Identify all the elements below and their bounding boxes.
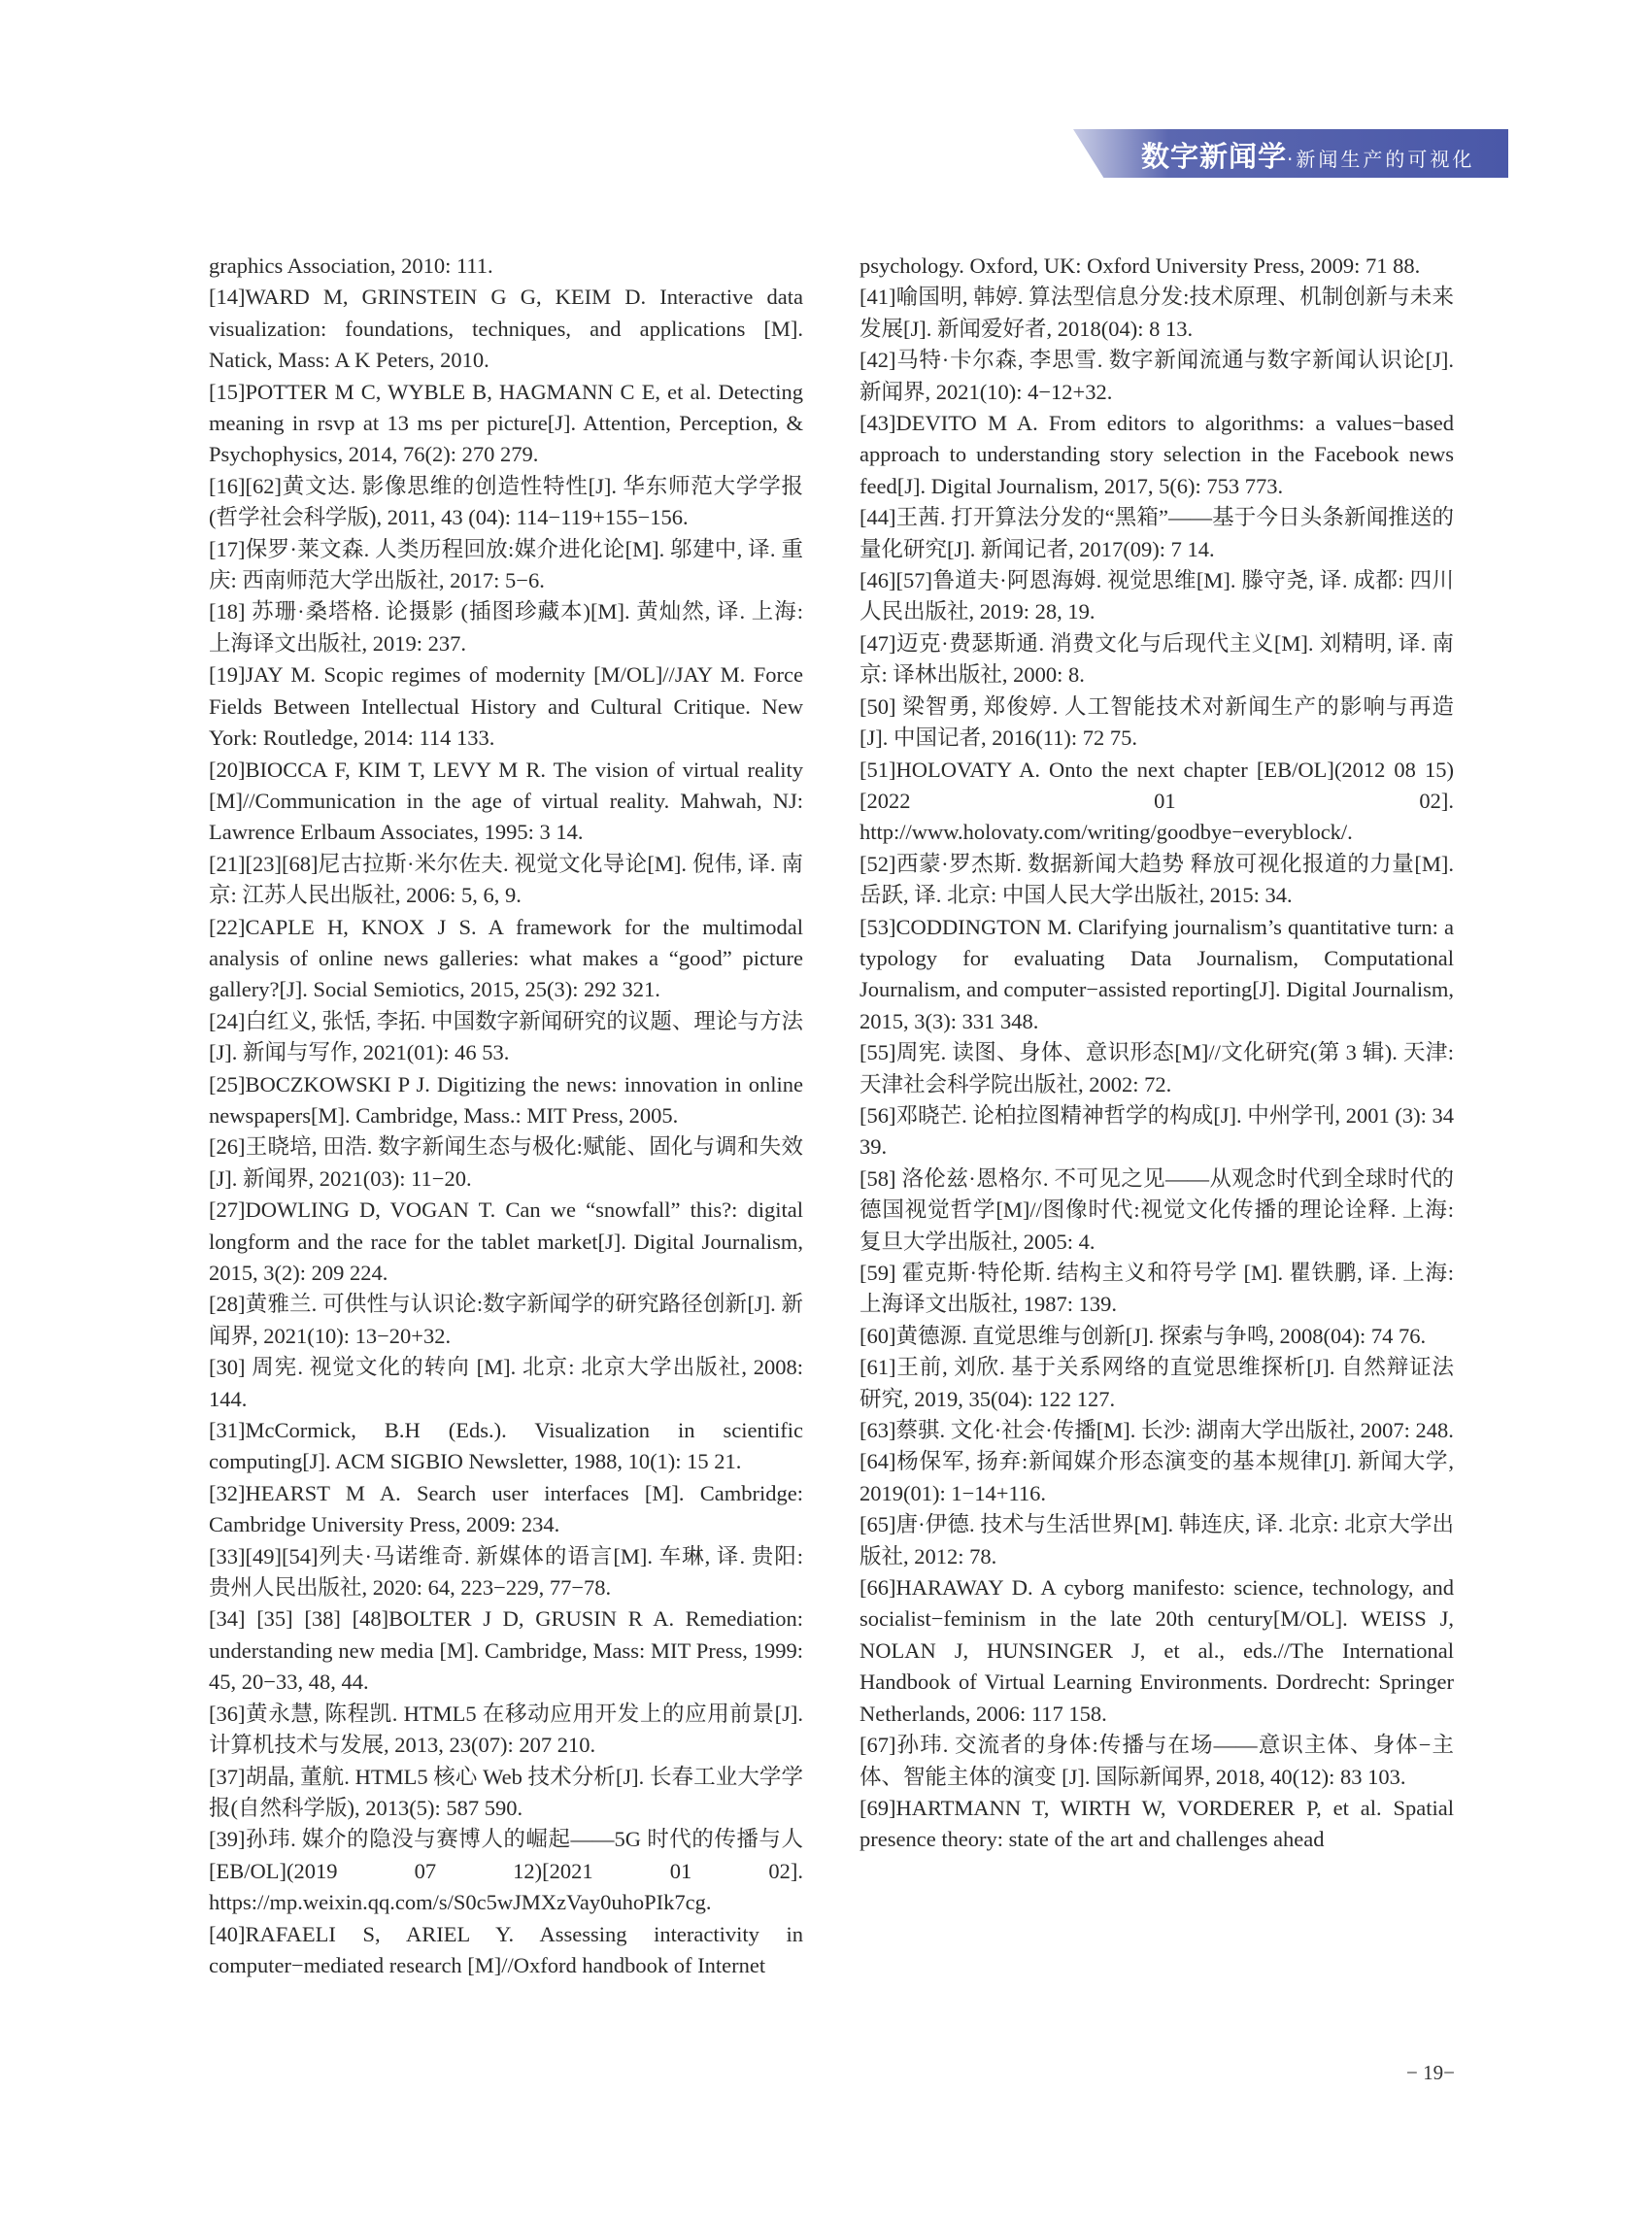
reference-entry: [67]孙玮. 交流者的身体:传播与在场——意识主体、身体−主体、智能主体的演变 [J]. 国际新闻界, 2018, 40(12): 83 103. [860,1733,1454,1789]
reference-entry: [53]CODDINGTON M. Clarifying journalism’s quantitative turn: a typology for evaluating Data Journalism, Computational Journalism, and computer−assisted reporting[J]. Digital Journalism, 2015, 3(3): 331 348. [860,914,1454,1033]
reference-entry: [36]黄永慧, 陈程凯. HTML5 在移动应用开发上的应用前景[J]. 计算机技术与发展, 2013, 23(07): 207 210. [209,1701,803,1758]
reference-entry: [63]蔡骐. 文化·社会·传播[M]. 长沙: 湖南大学出版社, 2007: 248. [860,1418,1454,1443]
page-number: − 19− [1406,2061,1455,2084]
reference-entry: [17]保罗·莱文森. 人类历程回放:媒介进化论[M]. 邬建中, 译. 重庆: 西南师范大学出版社, 2017: 5−6. [209,536,803,593]
reference-entry: [32]HEARST M A. Search user interfaces [M]. Cambridge: Cambridge University Press, 2009: 234. [209,1480,803,1537]
reference-entry: [14]WARD M, GRINSTEIN G G, KEIM D. Interactive data visualization: foundations, techniques, and applications [M]. Natick, Mass: A K Peters, 2010. [209,285,803,373]
reference-entry: [31]McCormick, B.H (Eds.). Visualization in scientific computing[J]. ACM SIGBIO Newsletter, 1988, 10(1): 15 21. [209,1418,803,1474]
reference-entry: [15]POTTER M C, WYBLE B, HAGMANN C E, et al. Detecting meaning in rsvp at 13 ms per picture[J]. Attention, Perception, & Psychophysics, 2014, 76(2): 270 279. [209,379,803,467]
journal-name: 数字新闻学 [1141,140,1288,173]
reference-entry: [24]白红义, 张恬, 李拓. 中国数字新闻研究的议题、理论与方法[J]. 新闻与写作, 2021(01): 46 53. [209,1008,803,1065]
reference-entry: [58] 洛伦兹·恩格尔. 不可见之见——从观念时代到全球时代的德国视觉哲学[M]//图像时代:视觉文化传播的理论诠释. 上海: 复旦大学出版社, 2005: 4. [860,1165,1454,1254]
reference-entry: [50] 梁智勇, 郑俊婷. 人工智能技术对新闻生产的影响与再造[J]. 中国记者, 2016(11): 72 75. [860,693,1454,751]
reference-entry: [22]CAPLE H, KNOX J S. A framework for the multimodal analysis of online news galleries: what makes a “good” picture gallery?[J]. Social Semiotics, 2015, 25(3): 292 321. [209,914,803,1002]
reference-entry: psychology. Oxford, UK: Oxford University Press, 2009: 71 88. [860,253,1421,278]
reference-entry: [41]喻国明, 韩婷. 算法型信息分发:技术原理、机制创新与未来发展[J]. 新闻爱好者, 2018(04): 8 13. [860,285,1454,341]
reference-entry: [64]杨保军, 扬弃:新闻媒介形态演变的基本规律[J]. 新闻大学, 2019(01): 1−14+116. [860,1449,1454,1505]
reference-entry: [51]HOLOVATY A. Onto the next chapter [EB/OL](2012 08 15)[2022 01 02]. http://www.holovaty.com/writing/goodbye−everyblock/. [860,757,1454,845]
references-right-column [860,251,1454,1856]
reference-entry: [25]BOCZKOWSKI P J. Digitizing the news: innovation in online newspapers[M]. Cambridge, Mass.: MIT Press, 2005. [209,1071,803,1128]
reference-entry: [43]DEVITO M A. From editors to algorithms: a values−based approach to understanding story selection in the Facebook news feed[J]. Digital Journalism, 2017, 5(6): 753 773. [860,411,1454,498]
reference-entry: [66]HARAWAY D. A cyborg manifesto: science, technology, and socialist−feminism in the late 20th century[M/OL]. WEISS J, NOLAN J, HUNSINGER J, et al., eds.//The International Handbook of Virtual Learning Environments. Dordrecht: Springer Netherlands, 2006: 117 158. [860,1575,1454,1726]
reference-entry: [33][49][54]列夫·马诺维奇. 新媒体的语言[M]. 车琳, 译. 贵阳: 贵州人民出版社, 2020: 64, 223−229, 77−78. [209,1543,803,1601]
journal-section-title [1141,135,1474,175]
reference-entry: [55]周宪. 读图、身体、意识形态[M]//文化研究(第 3 辑). 天津: 天津社会科学院出版社, 2002: 72. [860,1040,1454,1096]
reference-entry: [69]HARTMANN T, WIRTH W, VORDERER P, et al. Spatial presence theory: state of the art and challenges ahead [860,1795,1454,1852]
references-left-column [209,251,803,1981]
reference-entry: [18] 苏珊·桑塔格. 论摄影 (插图珍藏本)[M]. 黄灿然, 译. 上海: 上海译文出版社, 2019: 237. [209,599,803,656]
reference-entry: [30] 周宪. 视觉文化的转向 [M]. 北京: 北京大学出版社, 2008: 144. [209,1355,803,1411]
reference-entry: [28]黄雅兰. 可供性与认识论:数字新闻学的研究路径创新[J]. 新闻界, 2021(10): 13−20+32. [209,1292,803,1348]
reference-entry: [34] [35] [38] [48]BOLTER J D, GRUSIN R A. Remediation: understanding new media [M]. Cambridge, Mass: MIT Press, 1999: 45, 20−33, 48, 44. [209,1606,803,1695]
reference-entry: [37]胡晶, 董航. HTML5 核心 Web 技术分析[J]. 长春工业大学学报(自然科学版), 2013(5): 587 590. [209,1764,803,1820]
reference-entry: [44]王茜. 打开算法分发的“黑箱”——基于今日头条新闻推送的量化研究[J]. 新闻记者, 2017(09): 7 14. [860,505,1454,561]
reference-entry: [47]迈克·费瑟斯通. 消费文化与后现代主义[M]. 刘精明, 译. 南京: 译林出版社, 2000: 8. [860,630,1454,688]
reference-entry: [60]黄德源. 直觉思维与创新[J]. 探索与争鸣, 2008(04): 74 76. [860,1323,1427,1348]
reference-entry: [59] 霍克斯·特伦斯. 结构主义和符号学 [M]. 瞿铁鹏, 译. 上海: 上海译文出版社, 1987: 139. [860,1261,1454,1317]
reference-entry: [39]孙玮. 媒介的隐没与赛博人的崛起——5G 时代的传播与人[EB/OL](2019 07 12)[2021 01 02]. https://mp.weixin.qq.com/s/S0c5wJMXzVay0uhoPIk7cg. [209,1827,803,1915]
reference-entry: [61]王前, 刘欣. 基于关系网络的直觉思维探析[J]. 自然辩证法研究, 2019, 35(04): 122 127. [860,1355,1454,1411]
reference-entry: [52]西蒙·罗杰斯. 数据新闻大趋势 释放可视化报道的力量[M]. 岳跃, 译. 北京: 中国人民大学出版社, 2015: 34. [860,851,1454,908]
reference-entry: graphics Association, 2010: 111. [209,253,493,278]
reference-entry: [27]DOWLING D, VOGAN T. Can we “snowfall” this?: digital longform and the race for the tablet market[J]. Digital Journalism, 2015, 3(2): 209 224. [209,1197,803,1285]
reference-entry: [19]JAY M. Scopic regimes of modernity [M/OL]//JAY M. Force Fields Between Intellectual History and Cultural Critique. New York: Routledge, 2014: 114 133. [209,662,803,751]
reference-entry: [65]唐·伊德. 技术与生活世界[M]. 韩连庆, 译. 北京: 北京大学出版社, 2012: 78. [860,1512,1454,1568]
reference-entry: [26]王晓培, 田浩. 数字新闻生态与极化:赋能、固化与调和失效[J]. 新闻界, 2021(03): 11−20. [209,1134,803,1191]
reference-entry: [21][23][68]尼古拉斯·米尔佐夫. 视觉文化导论[M]. 倪伟, 译. 南京: 江苏人民出版社, 2006: 5, 6, 9. [209,851,803,908]
reference-entry: [42]马特·卡尔森, 李思雪. 数字新闻流通与数字新闻认识论[J]. 新闻界, 2021(10): 4−12+32. [860,348,1454,404]
reference-entry: [40]RAFAELI S, ARIEL Y. Assessing interactivity in computer−mediated research [M]//Oxford handbook of Internet [209,1921,803,1977]
section-name: ·新闻生产的可视化 [1287,148,1475,171]
reference-entry: [20]BIOCCA F, KIM T, LEVY M R. The vision of virtual reality [M]//Communication in the age of virtual reality. Mahwah, NJ: Lawrence Erlbaum Associates, 1995: 3 14. [209,757,803,845]
reference-entry: [16][62]黄文达. 影像思维的创造性特性[J]. 华东师范大学学报(哲学社会科学版), 2011, 43 (04): 114−119+155−156. [209,473,803,530]
reference-entry: [56]邓晓芒. 论柏拉图精神哲学的构成[J]. 中州学刊, 2001 (3): 34 39. [860,1102,1454,1160]
reference-entry: [46][57]鲁道夫·阿恩海姆. 视觉思维[M]. 滕守尧, 译. 成都: 四川人民出版社, 2019: 28, 19. [860,568,1454,624]
